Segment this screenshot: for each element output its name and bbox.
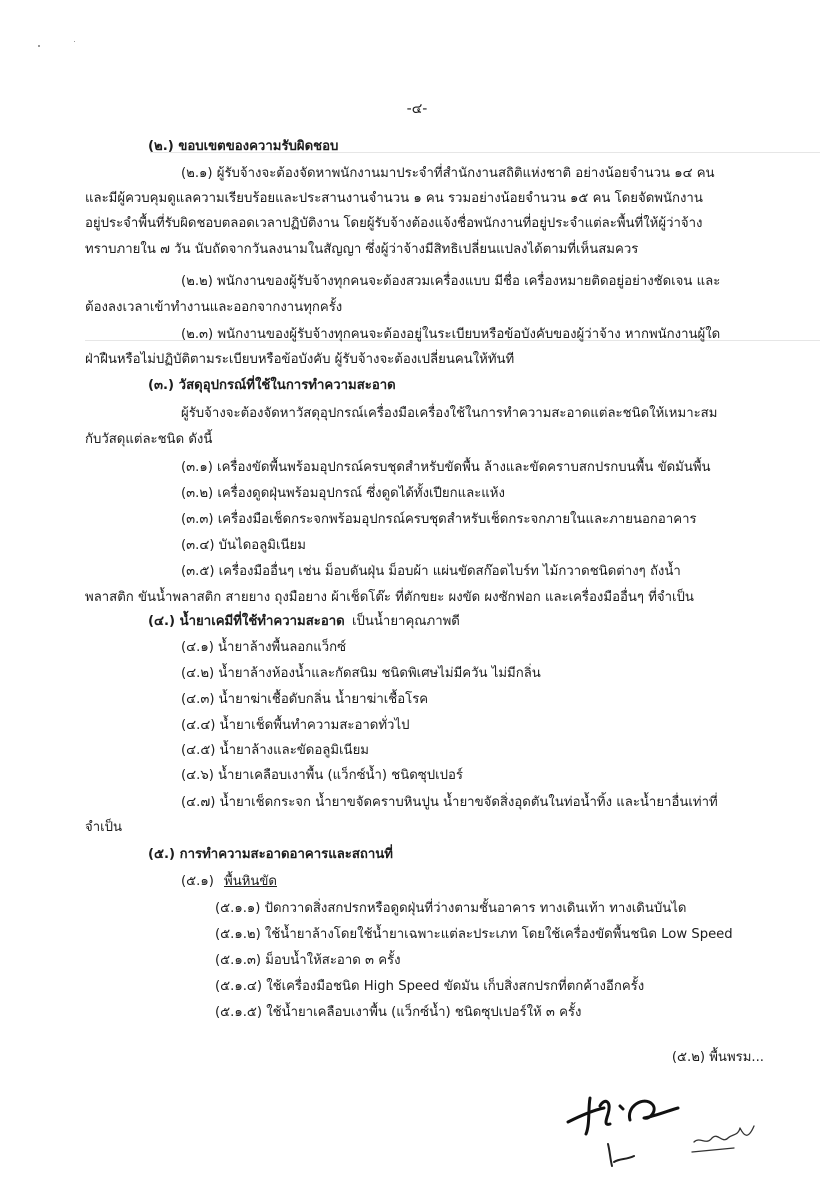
text-line: (๒.๓) พนักงานของผู้รับจ้างทุกคนจะต้องอยู่ในระเบียบหรือข้อบังคับของผู้ว่าจ้าง หากพนักงานผู้ใด <box>181 327 721 342</box>
text-line: (๔.๑) น้ำยาล้างพื้นลอกแว็กซ์ <box>181 640 347 655</box>
text-line: (๔.๓) น้ำยาฆ่าเชื้อดับกลิ่น น้ำยาฆ่าเชื้อโรค <box>181 692 429 707</box>
text-line: และมีผู้ควบคุมดูแลความเรียบร้อยและประสานงานจำนวน ๑ คน รวมอย่างน้อยจำนวน ๑๕ คน โดยจัดพนักงาน <box>85 191 703 206</box>
text-line: กับวัสดุแต่ละชนิด ดังนี้ <box>85 432 213 447</box>
text-line: (๔.๗) น้ำยาเช็ดกระจก น้ำยาขจัดคราบหินปูน น้ำยาขจัดสิ่งอุดตันในท่อน้ำทิ้ง และน้ำยาอื่นเท่าที่ <box>181 795 718 810</box>
text-line: (๕.๑.๕) ใช้น้ำยาเคลือบเงาพื้น (แว็กซ์น้ำ) ชนิดซุปเปอร์ให้ ๓ ครั้ง <box>215 1005 582 1020</box>
text-line: (๓.๑) เครื่องขัดพื้นพร้อมอุปกรณ์ครบชุดสำหรับขัดพื้น ล้างและขัดคราบสกปรกบนพื้น ขัดมันพื้น <box>181 460 711 475</box>
text-line: เป็นน้ำยาคุณภาพดี <box>352 614 460 629</box>
text-line: (๓.๓) เครื่องมือเช็ดกระจกพร้อมอุปกรณ์ครบชุดสำหรับเช็ดกระจกภายในและภายนอกอาคาร <box>181 512 697 527</box>
scan-speck <box>38 45 40 47</box>
text-line: (๔.๒) น้ำยาล้างห้องน้ำและกัดสนิม ชนิดพิเศษไม่มีควัน ไม่มีกลิ่น <box>181 666 541 681</box>
signature-main <box>560 1080 700 1140</box>
next-page-reference: (๕.๒) พื้นพรม... <box>671 1050 764 1065</box>
text-line: (๓.๕) เครื่องมืออื่นๆ เช่น ม็อบดันฝุ่น ม็อบผ้า แผ่นขัดสก๊อตไบร์ท ไม้กวาดชนิดต่างๆ ถังน้ำ <box>181 564 681 579</box>
signature-initial-right <box>688 1118 758 1158</box>
text-line: พื้นหินขัด <box>224 874 277 889</box>
text-line: (๕.๑.๒) ใช้น้ำยาล้างโดยใช้น้ำยาเฉพาะแต่ละประเภท โดยใช้เครื่องขัดพื้นชนิด Low Speed <box>215 927 733 942</box>
text-line: (๔.๕) น้ำยาล้างและขัดอลูมิเนียม <box>181 743 369 758</box>
signature-initial-left <box>604 1140 644 1170</box>
text-line: ทราบภายใน ๗ วัน นับถัดจากวันลงนามในสัญญา ซึ่งผู้ว่าจ้างมีสิทธิเปลี่ยนแปลงได้ตามที่เห็นสมควร <box>85 242 639 257</box>
section-heading: (๕.) การทำความสะอาดอาคารและสถานที่ <box>148 847 393 862</box>
text-line: (๒.๒) พนักงานของผู้รับจ้างทุกคนจะต้องสวมเครื่องแบบ มีชื่อ เครื่องหมายติดอยู่อย่างชัดเจน และ <box>181 274 721 289</box>
text-line: ฝ่าฝืนหรือไม่ปฏิบัติตามระเบียบหรือข้อบังคับ ผู้รับจ้างจะต้องเปลี่ยนคนให้ทันที <box>85 352 515 367</box>
section-heading: (๔.) น้ำยาเคมีที่ใช้ทำความสะอาด <box>148 614 345 629</box>
section-heading: (๓.) วัสดุอุปกรณ์ที่ใช้ในการทำความสะอาด <box>148 378 396 393</box>
text-line: (๔.๖) น้ำยาเคลือบเงาพื้น (แว็กซ์น้ำ) ชนิดซุปเปอร์ <box>181 768 464 783</box>
page-number: -๔- <box>406 101 428 117</box>
text-line: (๓.๒) เครื่องดูดฝุ่นพร้อมอุปกรณ์ ซึ่งดูดได้ทั้งเปียกและแห้ง <box>181 486 505 501</box>
text-line: (๔.๔) น้ำยาเช็ดพื้นทำความสะอาดทั่วไป <box>181 718 410 733</box>
text-line: พลาสติก ขันน้ำพลาสติก สายยาง ถุงมือยาง ผ้าเช็ดโต๊ะ ที่ตักขยะ ผงขัด ผงซักฟอก และเครื่องมืออื่นๆ ที่จำเป็น <box>85 590 694 605</box>
text-line: (๕.๑) <box>181 874 214 889</box>
text-line: อยู่ประจำพื้นที่รับผิดชอบตลอดเวลาปฏิบัติงาน โดยผู้รับจ้างต้องแจ้งชื่อพนักงานที่อยู่ประจำแต่ละพื้นที่ให้ผู้ว่าจ้าง <box>85 216 703 231</box>
text-line: ต้องลงเวลาเข้าทำงานและออกจากงานทุกครั้ง <box>85 300 343 315</box>
text-line: (๕.๑.๔) ใช้เครื่องมือชนิด High Speed ขัดมัน เก็บสิ่งสกปรกที่ตกค้างอีกครั้ง <box>215 979 645 994</box>
text-line: (๕.๑.๓) ม็อบน้ำให้สะอาด ๓ ครั้ง <box>215 953 401 968</box>
text-line: (๓.๔) บันไดอลูมิเนียม <box>181 538 306 553</box>
text-line: (๒.๑) ผู้รับจ้างจะต้องจัดหาพนักงานมาประจำที่สำนักงานสถิติแห่งชาติ อย่างน้อยจำนวน ๑๔ คน <box>181 166 715 181</box>
section-heading: (๒.) ขอบเขตของความรับผิดชอบ <box>148 139 339 154</box>
text-line: จำเป็น <box>85 820 123 835</box>
text-line: ผู้รับจ้างจะต้องจัดหาวัสดุอุปกรณ์เครื่องมือเครื่องใช้ในการทำความสะอาดแต่ละชนิดให้เหมาะสม <box>181 406 718 421</box>
text-line: (๕.๑.๑) ปัดกวาดสิ่งสกปรกหรือดูดฝุ่นที่ว่างตามชั้นอาคาร ทางเดินเท้า ทางเดินบันได <box>215 901 687 916</box>
scan-speck <box>74 41 75 42</box>
